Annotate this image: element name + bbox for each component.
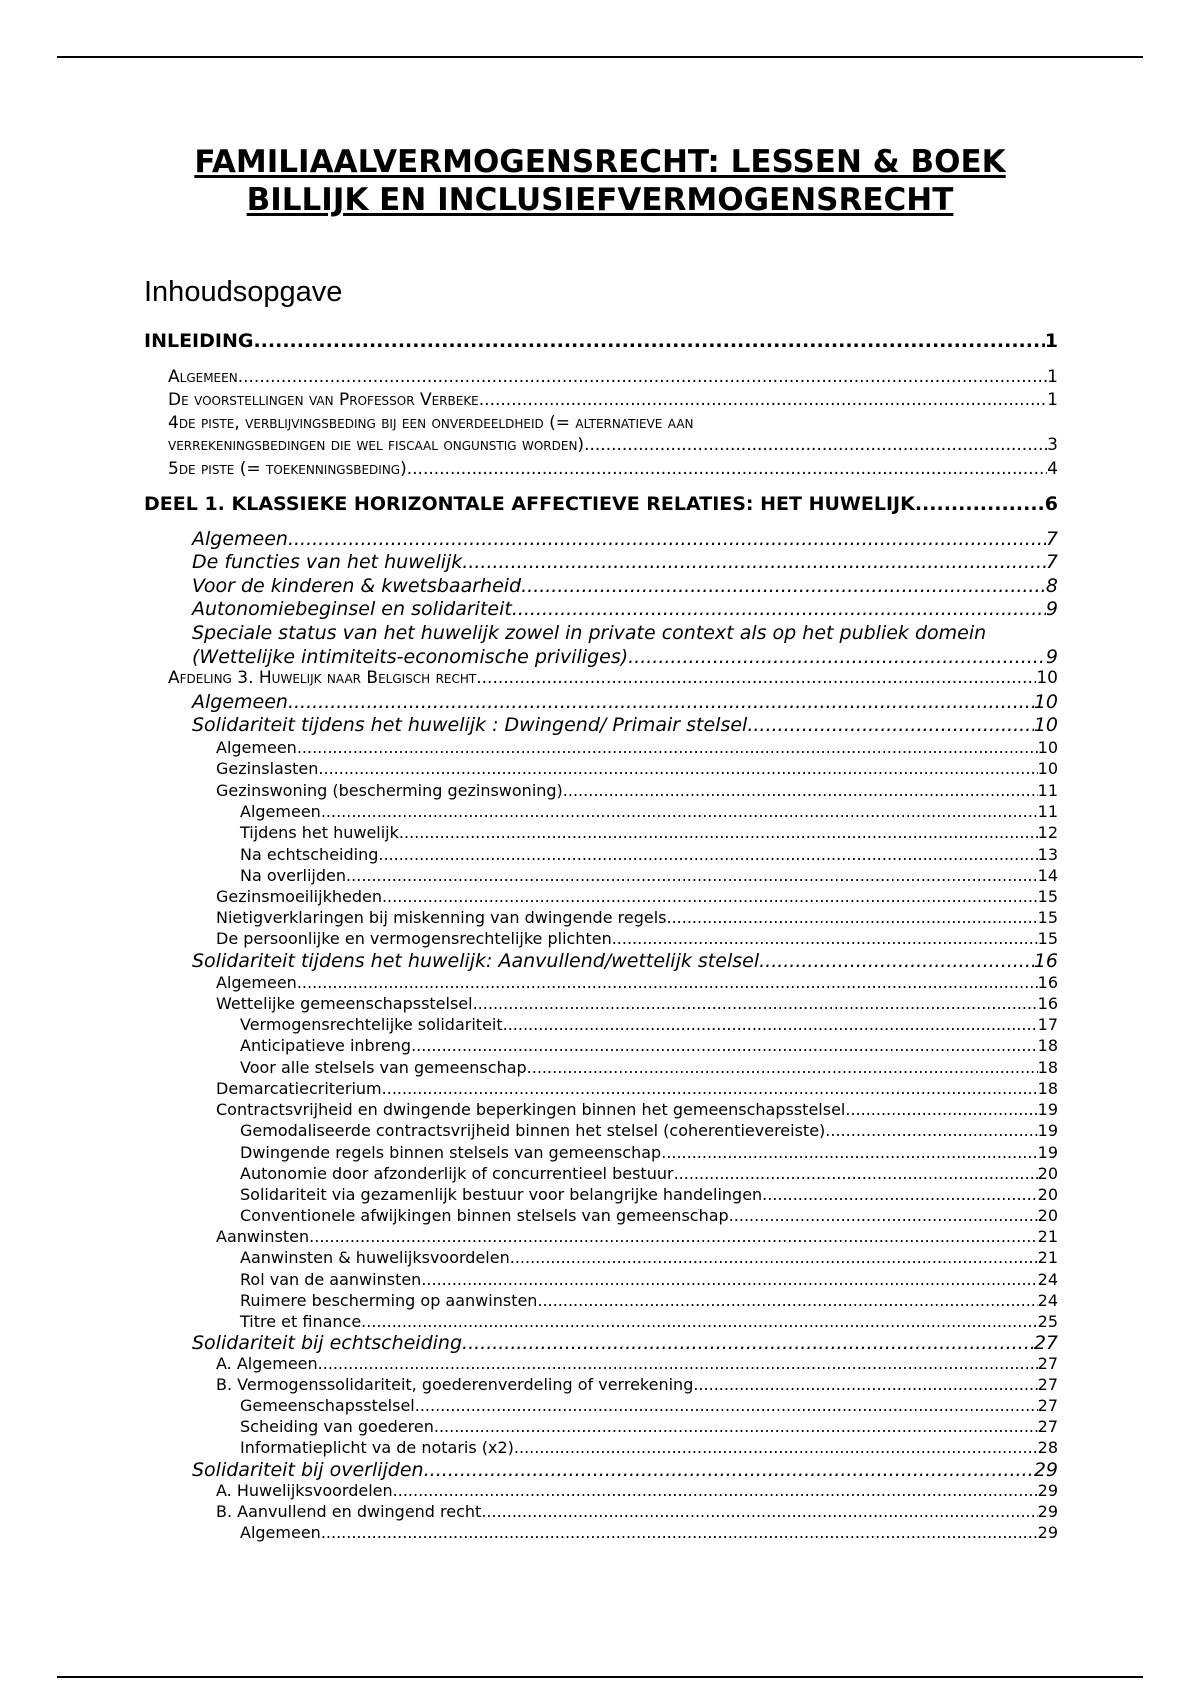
footer-rule	[57, 1676, 1143, 1678]
toc-entry[interactable]	[144, 668, 1058, 688]
toc-entry-label: Demarcatiecriterium	[216, 1079, 382, 1098]
toc-entry-label: Dwingende regels binnen stelsels van gemeenschap	[240, 1143, 662, 1162]
toc-entry-page: 10	[1033, 714, 1058, 736]
toc-entry[interactable]	[144, 1291, 1058, 1310]
toc-entry[interactable]	[144, 1332, 1058, 1354]
toc-entry[interactable]	[144, 845, 1058, 864]
toc-entry-page: 10	[1033, 691, 1058, 713]
toc-leader-dots	[510, 1248, 1038, 1267]
toc-leader-dots	[393, 1481, 1038, 1500]
toc-entry[interactable]	[144, 551, 1058, 573]
toc-leader-dots	[825, 1121, 1037, 1140]
toc-entry-label: Informatieplicht va de notaris (x2)	[240, 1438, 514, 1457]
toc-entry[interactable]	[144, 1206, 1058, 1225]
header-rule	[57, 56, 1143, 58]
toc-entry[interactable]	[144, 823, 1058, 842]
toc-entry[interactable]	[144, 1270, 1058, 1289]
toc-leader-dots	[411, 1036, 1038, 1055]
toc-leader-dots	[476, 668, 1036, 688]
toc-entry-label: Rol van de aanwinsten	[240, 1270, 422, 1289]
toc-leader-dots	[253, 330, 1044, 352]
toc-entry-page: 12	[1037, 823, 1058, 842]
toc-entry-page: 7	[1045, 528, 1058, 550]
toc-entry-label: verrekeningsbedingen die wel fiscaal ongunstig worden)	[168, 435, 585, 455]
toc-entry-label: Voor de kinderen & kwetsbaarheid	[192, 575, 522, 597]
toc-entry-label: Gezinswoning (bescherming gezinswoning)	[216, 781, 563, 800]
toc-entry[interactable]	[144, 1502, 1058, 1521]
toc-entry-label: Aanwinsten	[216, 1227, 310, 1246]
toc-leader-dots	[462, 551, 1046, 573]
toc-entry-page: 9	[1045, 598, 1058, 620]
toc-entry[interactable]	[144, 1523, 1058, 1542]
toc-entry-page: 19	[1037, 1143, 1058, 1162]
toc-leader-dots	[421, 1270, 1037, 1289]
toc-entry[interactable]	[144, 575, 1058, 597]
toc-entry-page: 15	[1037, 929, 1058, 948]
toc-leader-dots	[661, 1143, 1037, 1162]
toc-entry-page: 27	[1037, 1417, 1058, 1436]
toc-leader-dots	[612, 929, 1038, 948]
toc-entry-page: 24	[1037, 1270, 1058, 1289]
toc-leader-dots	[563, 781, 1038, 800]
document-title	[0, 143, 1200, 219]
toc-entry[interactable]	[144, 1481, 1058, 1500]
toc-entry[interactable]	[144, 929, 1058, 948]
toc-entry-label: Solidariteit tijdens het huwelijk : Dwingend/ Primair stelsel	[192, 714, 748, 736]
toc-entry-label: Algemeen	[216, 973, 297, 992]
toc-entry-page: 1	[1047, 367, 1058, 387]
toc-entry[interactable]	[144, 1227, 1058, 1246]
toc-leader-dots	[514, 1438, 1038, 1457]
toc-entry-label: Algemeen	[192, 528, 288, 550]
toc-entry[interactable]	[144, 759, 1058, 778]
toc-leader-dots	[321, 1523, 1038, 1542]
toc-entry-page: 16	[1037, 994, 1058, 1013]
toc-entry[interactable]	[144, 1015, 1058, 1034]
toc-entry-page: 24	[1037, 1291, 1058, 1310]
toc-entry-page: 15	[1037, 908, 1058, 927]
toc-leader-dots	[378, 845, 1037, 864]
toc-entry-label: 4de piste, verblijvingsbeding bij een onverdeeldheid (= alternatieve aan	[168, 413, 694, 433]
toc-entry[interactable]	[144, 1058, 1058, 1077]
toc-entry[interactable]	[144, 973, 1058, 992]
toc-entry[interactable]	[144, 887, 1058, 906]
toc-entry[interactable]	[144, 908, 1058, 927]
toc-entry-page: 16	[1033, 950, 1058, 972]
toc-leader-dots	[407, 459, 1047, 479]
toc-entry-label: Gezinslasten	[216, 759, 319, 778]
toc-leader-dots	[747, 714, 1033, 736]
toc-entry-label: Na echtscheiding	[240, 845, 379, 864]
toc-entry-label: Solidariteit via gezamenlijk bestuur voor belangrijke handelingen	[240, 1185, 763, 1204]
toc-entry-label: Voor alle stelsels van gemeenschap	[240, 1058, 527, 1077]
toc-entry[interactable]	[144, 994, 1058, 1013]
toc-entry-page: 11	[1037, 802, 1058, 821]
toc-entry-label: Gemodaliseerde contractsvrijheid binnen het stelsel (coherentievereiste)	[240, 1121, 826, 1140]
toc-entry[interactable]	[144, 1036, 1058, 1055]
toc-entry-page: 17	[1037, 1015, 1058, 1034]
toc-leader-dots	[628, 646, 1046, 668]
toc-entry-label: Solidariteit tijdens het huwelijk: Aanvullend/wettelijk stelsel	[192, 950, 760, 972]
toc-entry-page: 4	[1047, 459, 1058, 479]
toc-leader-dots	[415, 1396, 1038, 1415]
toc-leader-dots	[238, 367, 1047, 387]
toc-entry-page: 14	[1037, 866, 1058, 885]
toc-entry-label: Tijdens het huwelijk	[240, 823, 399, 842]
toc-entry-page: 21	[1037, 1248, 1058, 1267]
toc-leader-dots	[297, 738, 1038, 757]
toc-entry-page: 13	[1037, 845, 1058, 864]
document-title-line-2: BILLIJK EN INCLUSIEFVERMOGENSRECHT	[246, 182, 954, 218]
toc-entry-page: 6	[1044, 493, 1058, 515]
toc-leader-dots	[318, 759, 1037, 778]
toc-leader-dots	[674, 1164, 1038, 1183]
toc-entry-page: 8	[1045, 575, 1058, 597]
toc-entry-label: De voorstellingen van Professor Verbeke	[168, 390, 479, 410]
toc-entry[interactable]	[144, 622, 1058, 668]
toc-leader-dots	[693, 1375, 1037, 1394]
toc-leader-dots	[759, 950, 1034, 972]
toc-entry-label: Wettelijke gemeenschapsstelsel	[216, 994, 473, 1013]
toc-entry-page: 19	[1037, 1100, 1058, 1119]
toc-leader-dots	[915, 493, 1045, 515]
toc-entry[interactable]	[144, 390, 1058, 410]
toc-leader-dots	[399, 823, 1038, 842]
toc-leader-dots	[666, 908, 1037, 927]
toc-entry-page: 29	[1033, 1459, 1058, 1481]
toc-entry-label: Algemeen	[240, 802, 321, 821]
toc-leader-dots	[527, 1058, 1038, 1077]
toc-entry-page: 10	[1037, 759, 1058, 778]
toc-entry[interactable]	[144, 714, 1058, 736]
toc-entry[interactable]	[144, 367, 1058, 387]
toc-entry[interactable]	[144, 866, 1058, 885]
toc-entry-label: Nietigverklaringen bij miskenning van dwingende regels	[216, 908, 667, 927]
toc-entry-page: 11	[1037, 781, 1058, 800]
toc-entry-page: 27	[1037, 1354, 1058, 1373]
toc-entry[interactable]	[144, 802, 1058, 821]
toc-entry-label: Conventionele afwijkingen binnen stelsels van gemeenschap	[240, 1206, 729, 1225]
toc-entry-page: 1	[1044, 330, 1058, 352]
toc-entry[interactable]	[144, 950, 1058, 972]
toc-entry[interactable]	[144, 781, 1058, 800]
toc-entry[interactable]	[144, 598, 1058, 620]
toc-leader-dots	[346, 866, 1038, 885]
document-title-line-1: FAMILIAALVERMOGENSRECHT: LESSEN & BOEK	[194, 144, 1006, 180]
toc-leader-dots	[512, 598, 1046, 620]
toc-leader-dots	[288, 528, 1046, 550]
toc-entry-page: 18	[1037, 1079, 1058, 1098]
toc-entry-label: Titre et finance	[240, 1312, 362, 1331]
toc-entry-label: Gemeenschapsstelsel	[240, 1396, 415, 1415]
toc-entry-label: De functies van het huwelijk	[192, 551, 463, 573]
toc-entry[interactable]	[144, 1375, 1058, 1394]
toc-entry-page: 16	[1037, 973, 1058, 992]
toc-entry-label: INLEIDING	[144, 330, 254, 352]
toc-leader-dots	[537, 1291, 1037, 1310]
toc-entry[interactable]	[144, 1354, 1058, 1373]
toc-entry-page: 27	[1033, 1332, 1058, 1354]
toc-leader-dots	[473, 994, 1038, 1013]
toc-entry-page: 28	[1037, 1438, 1058, 1457]
toc-entry[interactable]	[144, 738, 1058, 757]
toc-entry-label: Solidariteit bij echtscheiding	[192, 1332, 463, 1354]
toc-entry-label: Algemeen	[192, 691, 288, 713]
toc-entry-page: 10	[1036, 668, 1058, 688]
toc-leader-dots	[503, 1015, 1038, 1034]
toc-entry-page: 20	[1037, 1206, 1058, 1225]
toc-entry[interactable]	[144, 1248, 1058, 1267]
toc-entry-label: Aanwinsten & huwelijksvoordelen	[240, 1248, 510, 1267]
toc-entry[interactable]	[144, 1459, 1058, 1481]
toc-leader-dots	[521, 575, 1046, 597]
toc-entry-label: Algemeen	[168, 367, 238, 387]
toc-leader-dots	[481, 1502, 1037, 1521]
toc-entry-label: Vermogensrechtelijke solidariteit	[240, 1015, 503, 1034]
toc-leader-dots	[382, 1079, 1038, 1098]
toc-leader-dots	[462, 1332, 1034, 1354]
toc-entry-page: 20	[1037, 1164, 1058, 1183]
toc-entry[interactable]	[144, 1079, 1058, 1098]
toc-entry[interactable]	[144, 1121, 1058, 1140]
toc-entry-label: De persoonlijke en vermogensrechtelijke plichten	[216, 929, 612, 948]
toc-entry-label: Scheiding van goederen	[240, 1417, 434, 1436]
toc-entry[interactable]	[144, 493, 1058, 515]
toc-entry-page: 29	[1037, 1502, 1058, 1521]
toc-entry-label: 5de piste (= toekenningsbeding)	[168, 459, 407, 479]
toc-leader-dots	[288, 691, 1034, 713]
toc-entry-page: 3	[1047, 435, 1058, 455]
toc-leader-dots	[321, 802, 1038, 821]
toc-leader-dots	[584, 435, 1047, 455]
toc-entry-label: Anticipatieve inbreng	[240, 1036, 412, 1055]
toc-entry-page: 18	[1037, 1058, 1058, 1077]
toc-leader-dots	[729, 1206, 1038, 1225]
toc-entry[interactable]	[144, 528, 1058, 550]
toc-entry-page: 27	[1037, 1396, 1058, 1415]
toc-leader-dots	[434, 1417, 1038, 1436]
toc-entry-label: A. Algemeen	[216, 1354, 318, 1373]
toc-entry-label: Na overlijden	[240, 866, 347, 885]
toc-entry-page: 1	[1047, 390, 1058, 410]
toc-entry-page: 7	[1045, 551, 1058, 573]
toc-entry-page: 18	[1037, 1036, 1058, 1055]
toc-entry[interactable]	[144, 1185, 1058, 1204]
toc-leader-dots	[309, 1227, 1037, 1246]
toc-entry[interactable]	[144, 1396, 1058, 1415]
toc-entry[interactable]	[144, 1143, 1058, 1162]
toc-entry-label: Autonomiebeginsel en solidariteit	[192, 598, 512, 620]
toc-leader-dots	[845, 1100, 1037, 1119]
toc-entry-page: 20	[1037, 1185, 1058, 1204]
toc-entry-page: 29	[1037, 1481, 1058, 1500]
toc-entry-label: A. Huwelijksvoordelen	[216, 1481, 393, 1500]
toc-leader-dots	[424, 1459, 1034, 1481]
toc-entry-label: Solidariteit bij overlijden	[192, 1459, 424, 1481]
toc-leader-dots	[361, 1312, 1037, 1331]
toc-heading: Inhoudsopgave	[144, 276, 343, 308]
toc-entry-page: 25	[1037, 1312, 1058, 1331]
toc-entry-label: DEEL 1. KLASSIEKE HORIZONTALE AFFECTIEVE RELATIES: HET HUWELIJK	[144, 493, 915, 515]
toc-entry-page: 19	[1037, 1121, 1058, 1140]
toc-entry-page: 9	[1045, 646, 1058, 668]
toc-entry-page: 27	[1037, 1375, 1058, 1394]
toc-leader-dots	[297, 973, 1038, 992]
toc-entry[interactable]	[144, 459, 1058, 479]
toc-entry-page: 29	[1037, 1523, 1058, 1542]
toc-entry-page: 21	[1037, 1227, 1058, 1246]
toc-entry-label: (Wettelijke intimiteits-economische priviliges)	[192, 646, 629, 668]
toc-entry-label: Autonomie door afzonderlijk of concurrentieel bestuur	[240, 1164, 674, 1183]
toc-entry-label: B. Vermogenssolidariteit, goederenverdeling of verrekening	[216, 1375, 694, 1394]
toc-leader-dots	[479, 390, 1047, 410]
toc-entry[interactable]	[144, 1417, 1058, 1436]
toc-leader-dots	[318, 1354, 1038, 1373]
toc-entry-label: Ruimere bescherming op aanwinsten	[240, 1291, 538, 1310]
toc-entry-page: 15	[1037, 887, 1058, 906]
toc-entry-label: B. Aanvullend en dwingend recht	[216, 1502, 482, 1521]
toc-entry-label: Gezinsmoeilijkheden	[216, 887, 382, 906]
toc-entry-page: 10	[1037, 738, 1058, 757]
toc-entry[interactable]	[144, 330, 1058, 352]
toc-entry-label: Contractsvrijheid en dwingende beperkingen binnen het gemeenschapsstelsel	[216, 1100, 846, 1119]
toc-entry-label: Speciale status van het huwelijk zowel in private context als op het publiek domein	[192, 622, 987, 644]
toc-entry-label: Algemeen	[240, 1523, 321, 1542]
toc-entry[interactable]	[144, 691, 1058, 713]
toc-entry-label: Afdeling 3. Huwelijk naar Belgisch recht	[168, 668, 477, 688]
toc-leader-dots	[382, 887, 1038, 906]
toc-entry[interactable]	[144, 1438, 1058, 1457]
toc-entry[interactable]	[144, 1100, 1058, 1119]
toc-entry[interactable]	[144, 1164, 1058, 1183]
toc-entry[interactable]	[144, 413, 1058, 455]
toc-entry-label: Algemeen	[216, 738, 297, 757]
toc-entry[interactable]	[144, 1312, 1058, 1331]
toc-leader-dots	[762, 1185, 1037, 1204]
